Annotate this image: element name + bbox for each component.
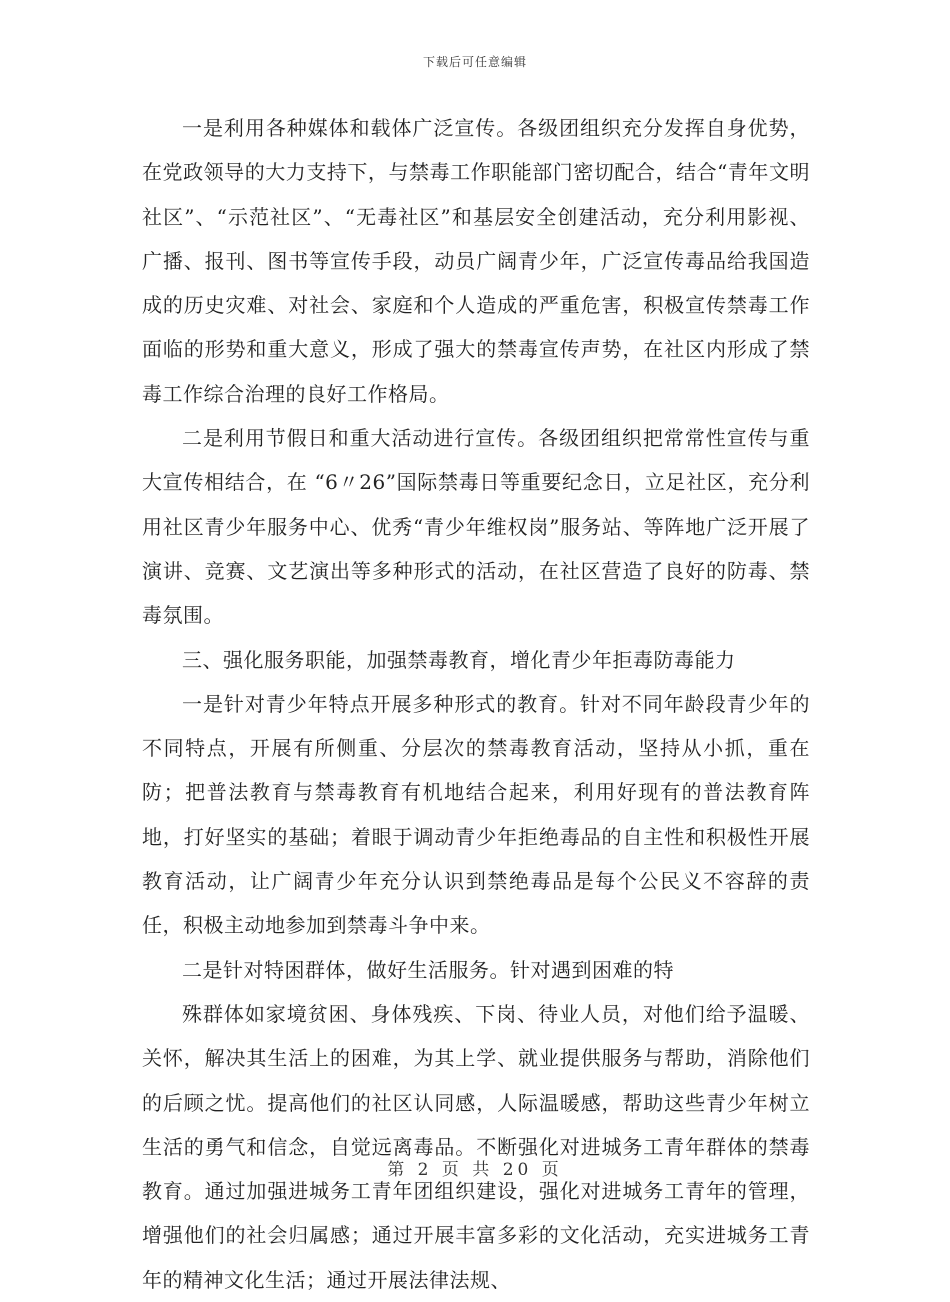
paragraph-holiday-publicity: 二是利用节假日和重大活动进行宣传。各级团组织把常常性宣传与重大宣传相结合，在 “6〃26”国际禁毒日等重要纪念日，立足社区，充分利用社区青少年服务中心、优秀“青少年维权岗”服务站、等阵地广泛开展了演讲、竞赛、文艺演出等多种形式的活动，在社区营造了良好的防毒、禁毒氛围。 bbox=[142, 426, 810, 628]
paragraph-special-groups-continued: 殊群体如家境贫困、身体残疾、下岗、待业人员，对他们给予温暖、关怀，解决其生活上的困难，为其上学、就业提供服务与帮助，消除他们的后顾之忧。提高他们的社区认同感，人际温暖感，帮助这些青少年树立生活的勇气和信念，自觉远离毒品。不断强化对进城务工青年群体的禁毒教育。通过加强进城务工青年团组织建设，强化对进城务工青年的管理，增强他们的社会归属感；通过开展丰富多彩的文化活动，充实进城务工青年的精神文化生活；通过开展法律法规、 bbox=[142, 1001, 810, 1292]
page-footer: 第 2 页 共 20 页 bbox=[387, 1160, 563, 1180]
paragraph-youth-education: 一是针对青少年特点开展多种形式的教育。针对不同年龄段青少年的不同特点，开展有所侧重、分层次的禁毒教育活动，坚持从小抓，重在防；把普法教育与禁毒教育有机地结合起来，利用好现有的普法教育阵地，打好坚实的基础；着眼于调动青少年拒绝毒品的自主性和积极性开展教育活动，让广阔青少年充分认识到禁绝毒品是每个公民义不容辞的责任，积极主动地参加到禁毒斗争中来。 bbox=[142, 691, 810, 938]
paragraph-special-groups: 二是针对特困群体，做好生活服务。针对遇到困难的特 bbox=[182, 957, 674, 982]
paragraph-media-publicity: 一是利用各种媒体和载体广泛宣传。各级团组织充分发挥自身优势，在党政领导的大力支持下，与禁毒工作职能部门密切配合，结合“青年文明社区”、“示范社区”、“无毒社区”和基层安全创建活动，充分利用影视、广播、报刊、图书等宣传手段，动员广阔青少年，广泛宣传毒品给我国造成的历史灾难、对社会、家庭和个人造成的严重危害，积极宣传禁毒工作面临的形势和重大意义，形成了强大的禁毒宣传声势，在社区内形成了禁毒工作综合治理的良好工作格局。 bbox=[142, 116, 810, 406]
page-header: 下载后可任意编辑 bbox=[422, 55, 527, 69]
section-heading-three: 三、强化服务职能，加强禁毒教育，增化青少年拒毒防毒能力 bbox=[182, 647, 736, 672]
document-body bbox=[142, 106, 810, 1302]
